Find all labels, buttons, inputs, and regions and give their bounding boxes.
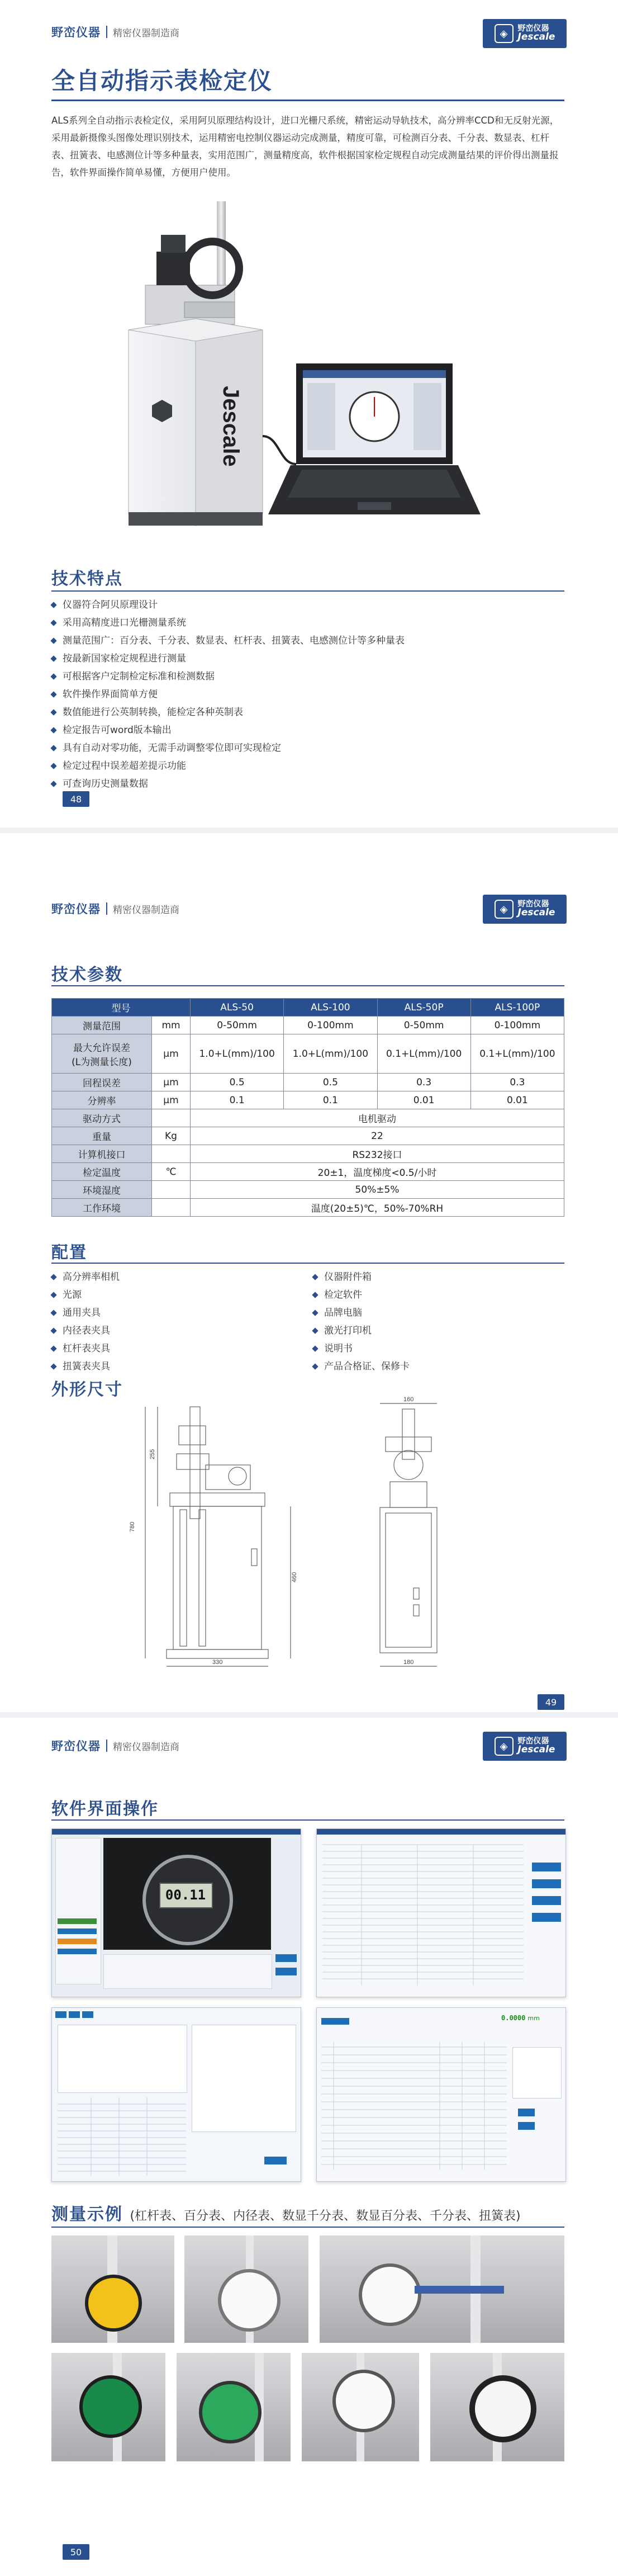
spec-value: 22 [191, 1127, 564, 1145]
feature-text: 仪器符合阿贝原理设计 [63, 599, 158, 611]
dim-side-depth: 180 [403, 1659, 414, 1666]
config-item [51, 1322, 120, 1340]
logo-cn: 野峦仪器 [517, 23, 549, 33]
dimension-drawing [123, 1396, 514, 1672]
dim-height-body: 460 [291, 1572, 298, 1582]
spec-value: 0-50mm [191, 1017, 284, 1034]
feature-item [51, 739, 405, 757]
spec-unit: Kg [152, 1127, 191, 1145]
spec-row [52, 1181, 564, 1199]
bullet-icon [50, 602, 56, 608]
specs-table [51, 998, 564, 1217]
spec-header-cell: 型号 [52, 999, 191, 1017]
spec-value: 0.01 [470, 1091, 564, 1109]
config-text: 产品合格证、保修卡 [324, 1361, 410, 1372]
feature-item [51, 775, 405, 793]
spec-value: 0.1+L(mm)/100 [470, 1034, 564, 1074]
config-list-left [51, 1268, 120, 1376]
features-rule [51, 590, 564, 592]
spec-value: 电机驱动 [191, 1109, 564, 1127]
header-divider [106, 1740, 107, 1752]
features-heading: 技术特点 [51, 569, 123, 589]
spec-label: 驱动方式 [52, 1109, 152, 1127]
config-text: 检定软件 [324, 1289, 362, 1301]
spec-value: 0.1 [284, 1091, 377, 1109]
bullet-icon [312, 1310, 318, 1316]
example-photo-digital-micrometer [51, 2353, 165, 2461]
header-divider [106, 902, 107, 915]
bullet-icon [312, 1345, 318, 1351]
spec-value: 1.0+L(mm)/100 [191, 1034, 284, 1074]
bullet-icon [50, 620, 56, 626]
bullet-icon [50, 727, 56, 733]
product-illustration [112, 201, 514, 548]
bullet-icon [50, 781, 56, 787]
spec-header-cell: ALS-50 [191, 999, 284, 1017]
feature-text: 具有自动对零功能，无需手动调整零位即可实现检定 [63, 743, 281, 754]
bullet-icon [50, 1274, 56, 1280]
config-item [313, 1358, 410, 1376]
examples-heading [51, 2200, 521, 2225]
spec-unit: μm [152, 1091, 191, 1109]
display-reading: 00.11 [165, 1887, 206, 1903]
software-rule [51, 1819, 564, 1821]
specs-heading: 技术参数 [51, 965, 123, 985]
page-number: 50 [63, 2544, 89, 2560]
spec-label: 环境湿度 [52, 1181, 152, 1199]
specs-rule [51, 985, 564, 986]
logo-mark-icon: ◈ [495, 900, 514, 919]
title-rule [51, 100, 564, 101]
config-text: 光源 [63, 1289, 82, 1301]
logo-cn: 野峦仪器 [517, 1736, 549, 1746]
spec-value: 0-100mm [470, 1017, 564, 1034]
page-number: 49 [538, 1694, 564, 1710]
config-item [313, 1322, 410, 1340]
config-text: 内径表夹具 [63, 1325, 110, 1336]
feature-item [51, 757, 405, 775]
spec-value: 0.1+L(mm)/100 [377, 1034, 470, 1074]
logo-en: Jescale [517, 31, 555, 43]
header-divider [106, 26, 107, 38]
jescale-logo [483, 1732, 567, 1761]
bullet-icon [312, 1292, 318, 1298]
example-photo-dial-indicator [184, 2235, 308, 2343]
spec-value: 温度(20±5)℃，50%-70%RH [191, 1199, 564, 1217]
example-photo-micrometer [302, 2353, 419, 2461]
bullet-icon [50, 745, 56, 751]
bullet-icon [312, 1327, 318, 1334]
example-photo-bore-gauge [320, 2235, 564, 2343]
spec-row [52, 1145, 564, 1163]
spec-row [52, 1127, 564, 1145]
feature-item [51, 668, 405, 686]
spec-value: 0-100mm [284, 1017, 377, 1034]
example-photo-digital-indicator [177, 2353, 291, 2461]
bullet-icon [50, 1310, 56, 1316]
spec-unit [152, 1181, 191, 1199]
config-text: 激光打印机 [324, 1325, 372, 1336]
bullet-icon [50, 1363, 56, 1369]
bullet-icon [50, 655, 56, 661]
example-photo-torsion-gauge [430, 2353, 564, 2461]
spec-row [52, 1017, 564, 1034]
config-item [51, 1268, 120, 1286]
spec-row [52, 1109, 564, 1127]
config-text: 仪器附件箱 [324, 1272, 372, 1283]
spec-label: 最大允许误差 (L为测量长度) [52, 1034, 152, 1074]
feature-text: 可根据客户定制检定标准和检测数据 [63, 671, 215, 682]
spec-unit: ℃ [152, 1163, 191, 1181]
config-item [51, 1304, 120, 1322]
feature-item [51, 614, 405, 632]
spec-value: 1.0+L(mm)/100 [284, 1034, 377, 1074]
bullet-icon [50, 1292, 56, 1298]
logo-mark-icon: ◈ [495, 1737, 514, 1756]
examples-title: 测量示例 [51, 2205, 123, 2224]
dim-height-upper: 255 [149, 1449, 156, 1459]
dim-height-total: 780 [129, 1521, 136, 1532]
header-brand [51, 1736, 179, 1755]
bullet-icon [312, 1363, 318, 1369]
config-text: 扭簧表夹具 [63, 1361, 110, 1372]
spec-row [52, 1163, 564, 1181]
config-text: 高分辨率相机 [63, 1272, 120, 1283]
brand-name: 野峦仪器 [51, 902, 101, 916]
spec-header-cell: ALS-100 [284, 999, 377, 1017]
spec-row [52, 1199, 564, 1217]
feature-text: 软件操作界面简单方便 [63, 689, 158, 700]
spec-value: 0.5 [191, 1074, 284, 1091]
spec-header-cell: ALS-100P [470, 999, 564, 1017]
spec-unit: mm [152, 1017, 191, 1034]
spec-value: 0.5 [284, 1074, 377, 1091]
status-unit: mm [527, 2014, 540, 2022]
features-list [51, 596, 405, 793]
header-brand [51, 22, 179, 41]
logo-en: Jescale [517, 1744, 555, 1756]
page-separator [0, 1712, 618, 1718]
dim-width: 330 [212, 1659, 223, 1666]
example-photo-lever-gauge [51, 2235, 174, 2343]
header-brand [51, 899, 179, 918]
spec-unit: μm [152, 1074, 191, 1091]
config-text: 品牌电脑 [324, 1307, 362, 1318]
feature-item [51, 686, 405, 703]
logo-cn: 野峦仪器 [517, 899, 549, 909]
spec-value: 0.1 [191, 1091, 284, 1109]
jescale-logo [483, 895, 567, 924]
feature-item [51, 721, 405, 739]
config-rule [51, 1263, 564, 1264]
config-item [51, 1340, 120, 1358]
status-value: 0.0000 [501, 2014, 526, 2022]
spec-unit [152, 1109, 191, 1127]
bullet-icon [312, 1274, 318, 1280]
examples-subtitle: (杠杆表、百分表、内径表、数显千分表、数显百分表、千分表、扭簧表) [130, 2209, 521, 2223]
spec-header-cell: ALS-50P [377, 999, 470, 1017]
feature-item [51, 596, 405, 614]
spec-label: 回程误差 [52, 1074, 152, 1091]
feature-text: 可查询历史测量数据 [63, 778, 148, 790]
bullet-icon [50, 673, 56, 679]
brand-tagline: 精密仪器制造商 [113, 27, 179, 39]
config-text: 通用夹具 [63, 1307, 101, 1318]
feature-text: 检定过程中误差超差提示功能 [63, 760, 186, 772]
logo-en: Jescale [517, 907, 555, 919]
spec-row [52, 1091, 564, 1109]
config-heading: 配置 [51, 1243, 87, 1263]
jescale-logo [483, 19, 567, 48]
config-text: 杠杆表夹具 [63, 1343, 110, 1354]
spec-label: 重量 [52, 1127, 152, 1145]
spec-value: 0.3 [470, 1074, 564, 1091]
feature-text: 采用高精度进口光栅测量系统 [63, 617, 186, 628]
feature-text: 检定报告可word版本输出 [63, 725, 172, 736]
examples-rule [51, 2227, 564, 2228]
brand-name: 野峦仪器 [51, 26, 101, 39]
bullet-icon [50, 1327, 56, 1334]
feature-text: 数值能进行公英制转换，能检定各种英制表 [63, 707, 243, 718]
spec-label: 检定温度 [52, 1163, 152, 1181]
spec-value: 0.3 [377, 1074, 470, 1091]
spec-row [52, 1034, 564, 1074]
config-list-right [313, 1268, 410, 1376]
feature-item [51, 650, 405, 668]
bullet-icon [50, 763, 56, 769]
feature-item [51, 703, 405, 721]
bullet-icon [50, 1345, 56, 1351]
feature-text: 测量范围广：百分表、千分表、数显表、杠杆表、扭簧表、电感测位计等多种量表 [63, 635, 405, 646]
spec-unit [152, 1145, 191, 1163]
software-heading: 软件界面操作 [51, 1799, 159, 1819]
page-number: 48 [63, 791, 89, 807]
product-intro: ALS系列全自动指示表检定仪，采用阿贝原理结构设计，进口光栅尺系统，精密运动导轨技术，高分辨率CCD和无反射光源，采用最新摄像头图像处理识别技术，运用精密电控制仪器运动完成测量，精度可靠，可检测百分表、千分表、数显表、杠杆表、扭簧表、电感测位计等多种量表，实用范围广，测量精度高，软件根据国家检定规程自动完成测量结果的评价得出测量报告，软件界面操作简单易懂，方便用户使用。 [51, 115, 559, 178]
spec-unit [152, 1199, 191, 1217]
software-screenshot-report [316, 1828, 566, 1997]
logo-mark-icon: ◈ [495, 24, 514, 43]
config-item [313, 1340, 410, 1358]
config-item [51, 1286, 120, 1304]
spec-unit: μm [152, 1034, 191, 1074]
bullet-icon [50, 691, 56, 697]
config-item [313, 1304, 410, 1322]
spec-label: 工作环境 [52, 1199, 152, 1217]
config-item [51, 1358, 120, 1376]
config-text: 说明书 [324, 1343, 353, 1354]
spec-value: RS232接口 [191, 1145, 564, 1163]
spec-value: 0.01 [377, 1091, 470, 1109]
brand-name: 野峦仪器 [51, 1740, 101, 1753]
spec-value: 20±1，温度梯度<0.5/小时 [191, 1163, 564, 1181]
report-table-lines [317, 1829, 565, 1997]
bullet-icon [50, 637, 56, 644]
spec-value: 50%±5% [191, 1181, 564, 1199]
spec-value: 0-50mm [377, 1017, 470, 1034]
bullet-icon [50, 709, 56, 715]
spec-label: 计算机接口 [52, 1145, 152, 1163]
page-title: 全自动指示表检定仪 [51, 67, 273, 94]
software-screenshot-measure [316, 2007, 566, 2182]
feature-text: 按最新国家检定规程进行测量 [63, 653, 186, 664]
settings-grid-lines [52, 2008, 301, 2181]
page-1 [0, 0, 618, 828]
cabinet-brand: Jescale [218, 386, 243, 467]
brand-tagline: 精密仪器制造商 [113, 1741, 179, 1753]
spec-label: 测量范围 [52, 1017, 152, 1034]
software-screenshot-settings [51, 2007, 301, 2182]
dim-side-top: 160 [403, 1396, 414, 1403]
spec-row [52, 1074, 564, 1091]
page-separator [0, 828, 618, 833]
config-item [313, 1268, 410, 1286]
feature-item [51, 632, 405, 650]
software-screenshot-camera [51, 1828, 301, 1997]
config-item [313, 1286, 410, 1304]
spec-label: 分辨率 [52, 1091, 152, 1109]
dimensions-heading: 外形尺寸 [51, 1380, 123, 1400]
brand-tagline: 精密仪器制造商 [113, 904, 179, 916]
